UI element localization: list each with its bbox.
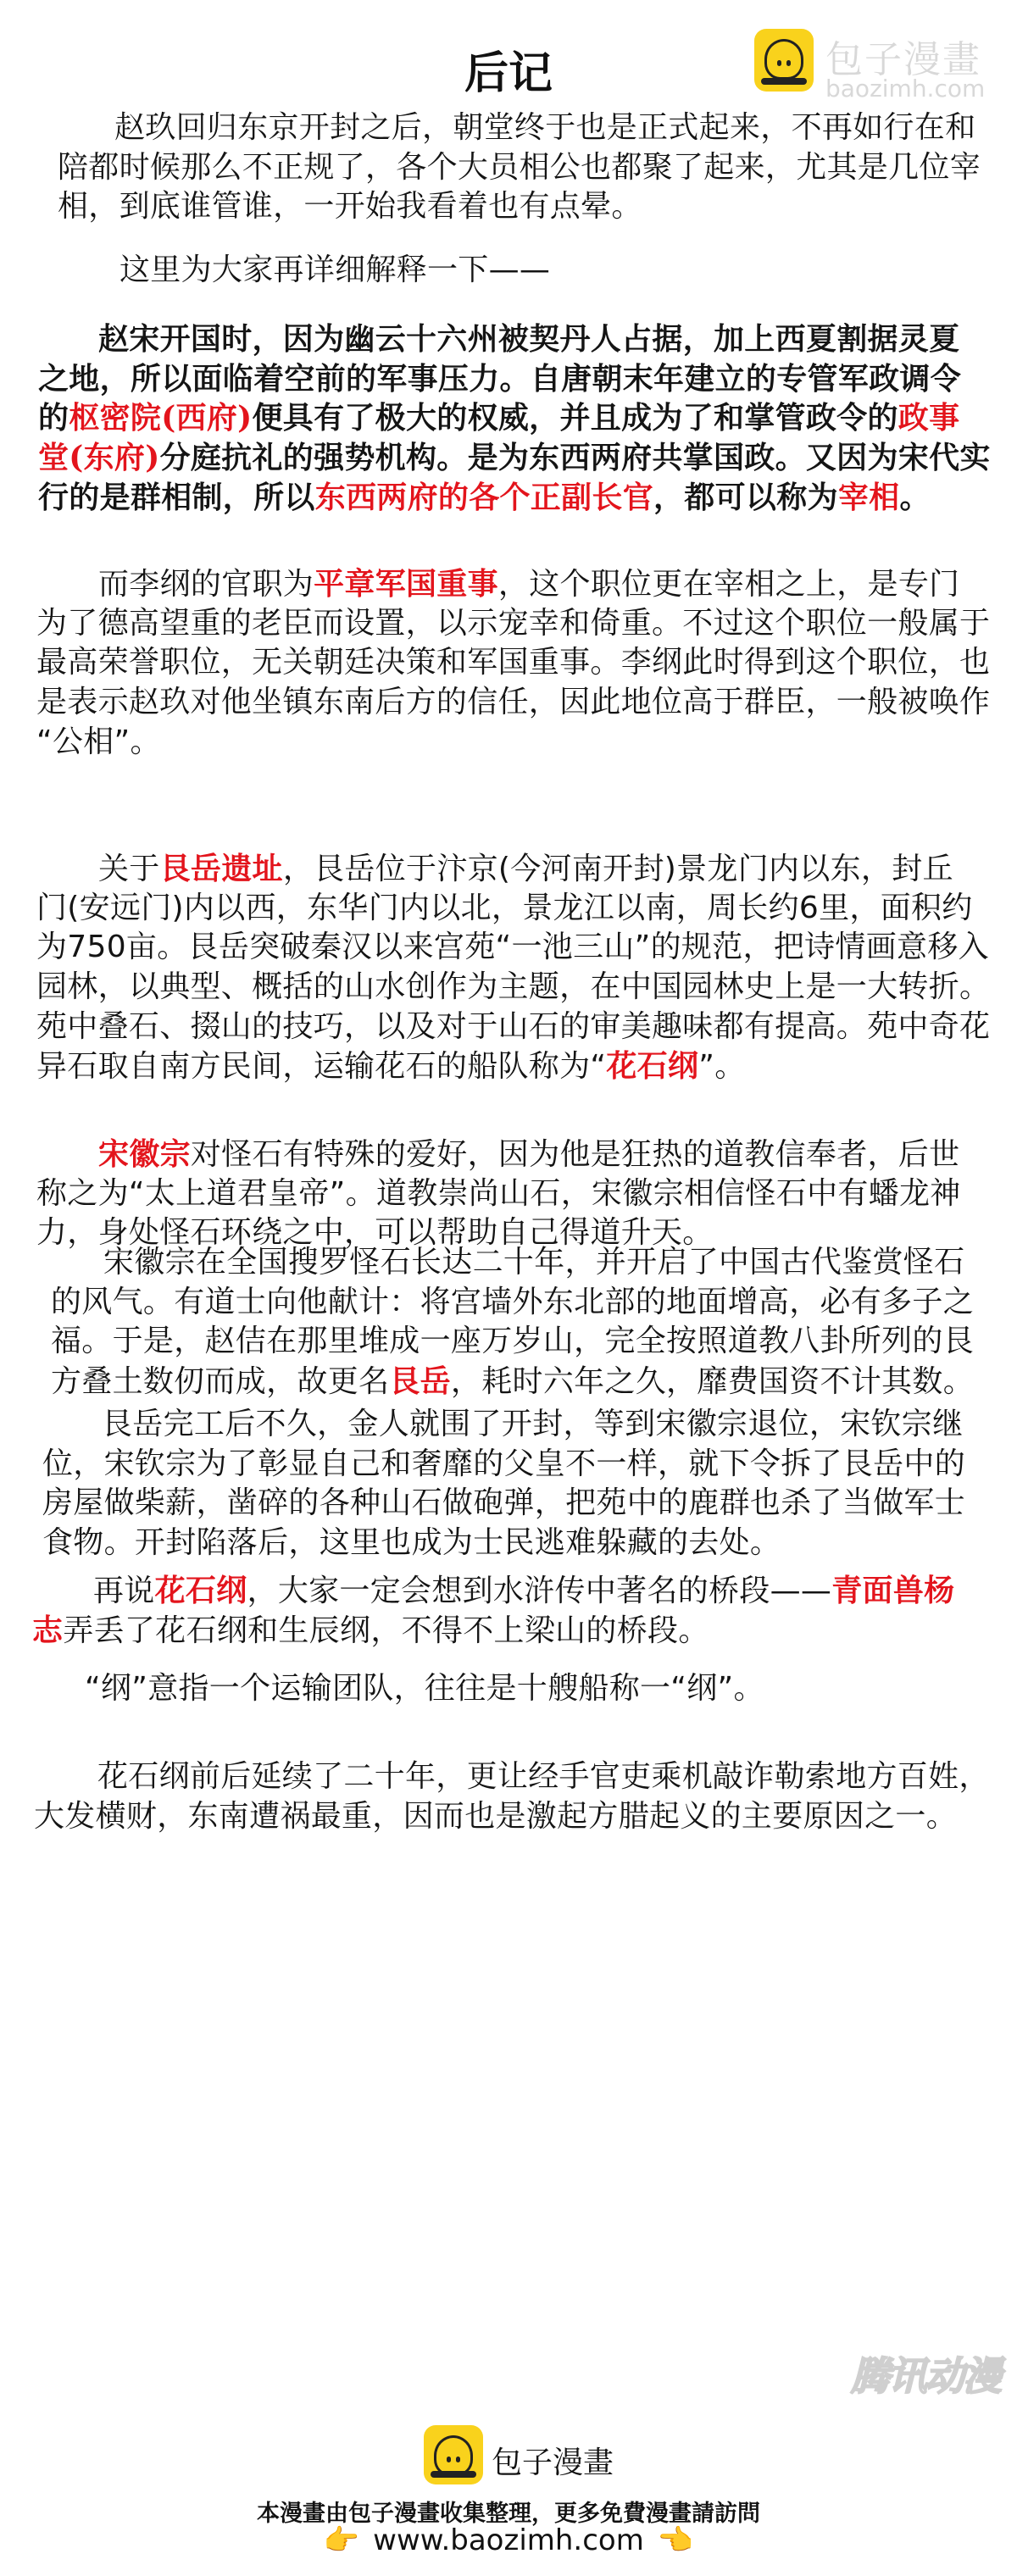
paragraph xyxy=(51,1243,974,1402)
text-segment: 之地，所以面临着空前的军事压力。自唐朝末年建立的专管军政调令 xyxy=(38,360,962,397)
footer-url-link[interactable]: www.baozimh.com xyxy=(373,2523,644,2557)
paragraph xyxy=(34,1757,990,1836)
text-segment: 相，到底谁管谁，一开始我看着也有点晕。 xyxy=(58,189,642,225)
text-line xyxy=(36,564,990,604)
text-line xyxy=(36,889,990,929)
highlighted-term: 艮岳 xyxy=(389,1363,451,1400)
text-line xyxy=(38,478,991,518)
page-title: 后记 xyxy=(464,47,553,99)
text-line xyxy=(36,1008,990,1047)
text-line xyxy=(34,1797,990,1837)
text-segment: 的 xyxy=(38,400,69,436)
paragraph xyxy=(85,1669,764,1709)
text-line xyxy=(85,1669,764,1709)
pointing-right-icon: 👉 xyxy=(323,2523,360,2557)
text-segment: 苑中叠石、掇山的技巧，以及对于山石的审美趣味都有提高。苑中奇花 xyxy=(36,1008,991,1044)
text-segment: 方叠土数仞而成，故更名 xyxy=(51,1364,390,1400)
text-segment: 赵宋开国时，因为幽云十六州被契丹人占据，加上西夏割据灵夏 xyxy=(98,321,960,357)
text-segment: 力，身处怪石环绕之中，可以帮助自己得道升天。 xyxy=(36,1215,714,1251)
footer-brand-name: 包子漫畫 xyxy=(492,2446,614,2480)
text-line xyxy=(58,187,981,227)
text-segment: ，这个职位更在宰相之上，是专门 xyxy=(497,567,960,602)
text-line xyxy=(42,1445,965,1485)
paragraph xyxy=(36,564,990,762)
highlighted-term: 花石纲 xyxy=(154,1573,247,1608)
paragraph xyxy=(38,319,991,517)
highlighted-term: 志 xyxy=(32,1612,64,1648)
text-line xyxy=(42,1405,965,1445)
highlighted-term: 枢密院(西府) xyxy=(69,400,253,436)
text-segment: 行的是群相制，所以 xyxy=(38,479,315,515)
highlighted-term: 青面兽杨 xyxy=(831,1573,955,1608)
highlighted-term: 宋徽宗 xyxy=(98,1136,191,1172)
pointing-left-icon: 👈 xyxy=(657,2523,694,2557)
text-segment: 最高荣誉职位，无关朝廷决策和军国重事。李纲此时得到这个职位，也 xyxy=(36,645,991,680)
text-line xyxy=(36,683,990,723)
text-segment: ，艮岳位于汴京(今河南开封)景龙门内以东，封丘 xyxy=(282,852,953,886)
text-line xyxy=(51,1283,974,1323)
text-segment: 这里为大家再详细解释一下—— xyxy=(119,253,551,287)
text-segment: “公相”。 xyxy=(36,724,161,759)
text-segment: 而李纲的官职为 xyxy=(98,567,314,602)
text-line xyxy=(36,849,990,889)
highlighted-term: 东西两府的各个正副长官 xyxy=(314,479,654,515)
text-segment: 。 xyxy=(899,479,931,515)
text-line xyxy=(36,968,990,1008)
text-segment: 弄丢了花石纲和生辰纲，不得不上梁山的桥段。 xyxy=(63,1613,709,1648)
text-line xyxy=(42,1484,965,1524)
paragraph xyxy=(32,1571,954,1650)
bun-logo-icon xyxy=(754,29,814,92)
tencent-comic-watermark: 腾讯动漫 xyxy=(851,2353,1000,2399)
text-line xyxy=(34,1757,990,1797)
highlighted-term: 宰相 xyxy=(837,479,900,515)
text-segment: 房屋做柴薪，凿碎的各种山石做砲弹，把苑中的鹿群也杀了当做军士 xyxy=(42,1485,966,1521)
text-segment: 是表示赵玖对他坐镇东南后方的信任，因此地位高于群臣，一般被唤作 xyxy=(36,685,991,720)
brand-name: 包子漫畫 xyxy=(825,38,981,81)
text-segment: 异石取自南方民间，运输花石的船队称为“ xyxy=(36,1049,607,1085)
text-segment: 关于 xyxy=(98,852,160,886)
text-line xyxy=(32,1571,954,1611)
text-segment: 花石纲前后延续了二十年，更让经手官吏乘机敲诈勒索地方百姓， xyxy=(97,1759,990,1794)
text-line xyxy=(51,1362,974,1402)
text-segment: ，耗时六年之久，靡费国资不计其数。 xyxy=(450,1364,975,1400)
footer-note: 本漫畫由包子漫畫收集整理，更多免費漫畫請訪問 xyxy=(257,2501,760,2527)
text-segment: ”。 xyxy=(698,1049,746,1085)
text-line xyxy=(36,1174,961,1214)
text-segment: 便具有了极大的权威，并且成为了和掌管政令的 xyxy=(252,400,898,436)
highlighted-term: 政事 xyxy=(898,400,960,436)
brand-domain: baozimh.com xyxy=(825,75,986,103)
paragraph xyxy=(119,251,550,291)
text-segment: 大发横财，东南遭祸最重，因而也是激起方腊起义的主要原因之一。 xyxy=(34,1798,958,1834)
text-segment: ，大家一定会想到水浒传中著名的桥段—— xyxy=(247,1574,832,1608)
baozimh-logo-watermark xyxy=(754,29,1000,105)
text-line xyxy=(36,1135,961,1174)
footer-logo xyxy=(424,2425,485,2486)
text-line xyxy=(119,251,550,291)
text-segment: 分庭抗礼的强势机构。是为东西两府共掌国政。又因为宋代实 xyxy=(159,440,991,476)
text-line xyxy=(51,1322,974,1362)
text-segment: 对怪石有特殊的爱好，因为他是狂热的道教信奉者，后世 xyxy=(190,1137,960,1172)
text-line xyxy=(38,398,991,438)
text-line xyxy=(38,359,991,399)
text-line xyxy=(42,1524,965,1563)
text-segment: 园林，以典型、概括的山水创作为主题，在中国园林史上是一大转折。 xyxy=(36,969,991,1005)
text-line xyxy=(36,723,990,763)
highlighted-term: 艮岳遗址 xyxy=(159,851,283,886)
text-line xyxy=(58,148,981,188)
footer-url-row xyxy=(0,2523,1017,2557)
text-segment: 艮岳完工后不久，金人就围了开封，等到宋徽宗退位，宋钦宗继 xyxy=(102,1407,964,1441)
text-line xyxy=(36,1046,990,1086)
highlighted-term: 花石纲 xyxy=(606,1048,699,1085)
text-line xyxy=(51,1243,974,1283)
text-line xyxy=(36,928,990,968)
paragraph xyxy=(36,1135,961,1253)
text-line xyxy=(58,108,981,148)
highlighted-term: 堂(东府) xyxy=(38,440,160,476)
text-segment: 为750亩。艮岳突破秦汉以来宫苑“一池三山”的规范，把诗情画意移入 xyxy=(36,930,989,965)
text-line xyxy=(32,1611,954,1651)
highlighted-term: 平章军国重事 xyxy=(314,566,498,602)
text-segment: 宋徽宗在全国搜罗怪石长达二十年，并开启了中国古代鉴赏怪石 xyxy=(103,1245,965,1280)
text-segment: 食物。开封陷落后，这里也成为士民逃难躲藏的去处。 xyxy=(42,1525,781,1561)
paragraph xyxy=(36,849,990,1086)
text-line xyxy=(38,319,991,359)
text-segment: ，都可以称为 xyxy=(653,479,838,515)
text-line xyxy=(36,604,990,644)
paragraph xyxy=(42,1405,965,1563)
text-segment: 陪都时候那么不正规了，各个大员相公也都聚了起来，尤其是几位宰 xyxy=(58,149,981,185)
paragraph xyxy=(58,108,981,227)
text-segment: 称之为“太上道君皇帝”。道教崇尚山石，宋徽宗相信怪石中有蟠龙神 xyxy=(36,1175,961,1211)
text-segment: 的风气。有道士向他献计：将宫墙外东北部的地面增高，必有多子之 xyxy=(51,1284,975,1319)
text-segment: 为了德高望重的老臣而设置，以示宠幸和倚重。不过这个职位一般属于 xyxy=(36,605,991,641)
text-segment: 再说 xyxy=(93,1574,155,1608)
text-segment: “纲”意指一个运输团队，往往是十艘船称一“纲”。 xyxy=(85,1671,764,1706)
text-segment: 位，宋钦宗为了彰显自己和奢靡的父皇不一样，就下令拆了艮岳中的 xyxy=(42,1446,966,1481)
bun-logo-icon xyxy=(424,2425,483,2484)
text-segment: 福。于是，赵佶在那里堆成一座万岁山，完全按照道教八卦所列的艮 xyxy=(51,1324,975,1359)
text-line xyxy=(36,643,990,683)
text-segment: 门(安远门)内以西，东华门内以北，景龙江以南，周长约6里，面积约 xyxy=(36,890,973,925)
text-line xyxy=(38,438,991,478)
text-segment: 赵玖回归东京开封之后，朝堂终于也是正式起来，不再如行在和 xyxy=(114,110,976,145)
